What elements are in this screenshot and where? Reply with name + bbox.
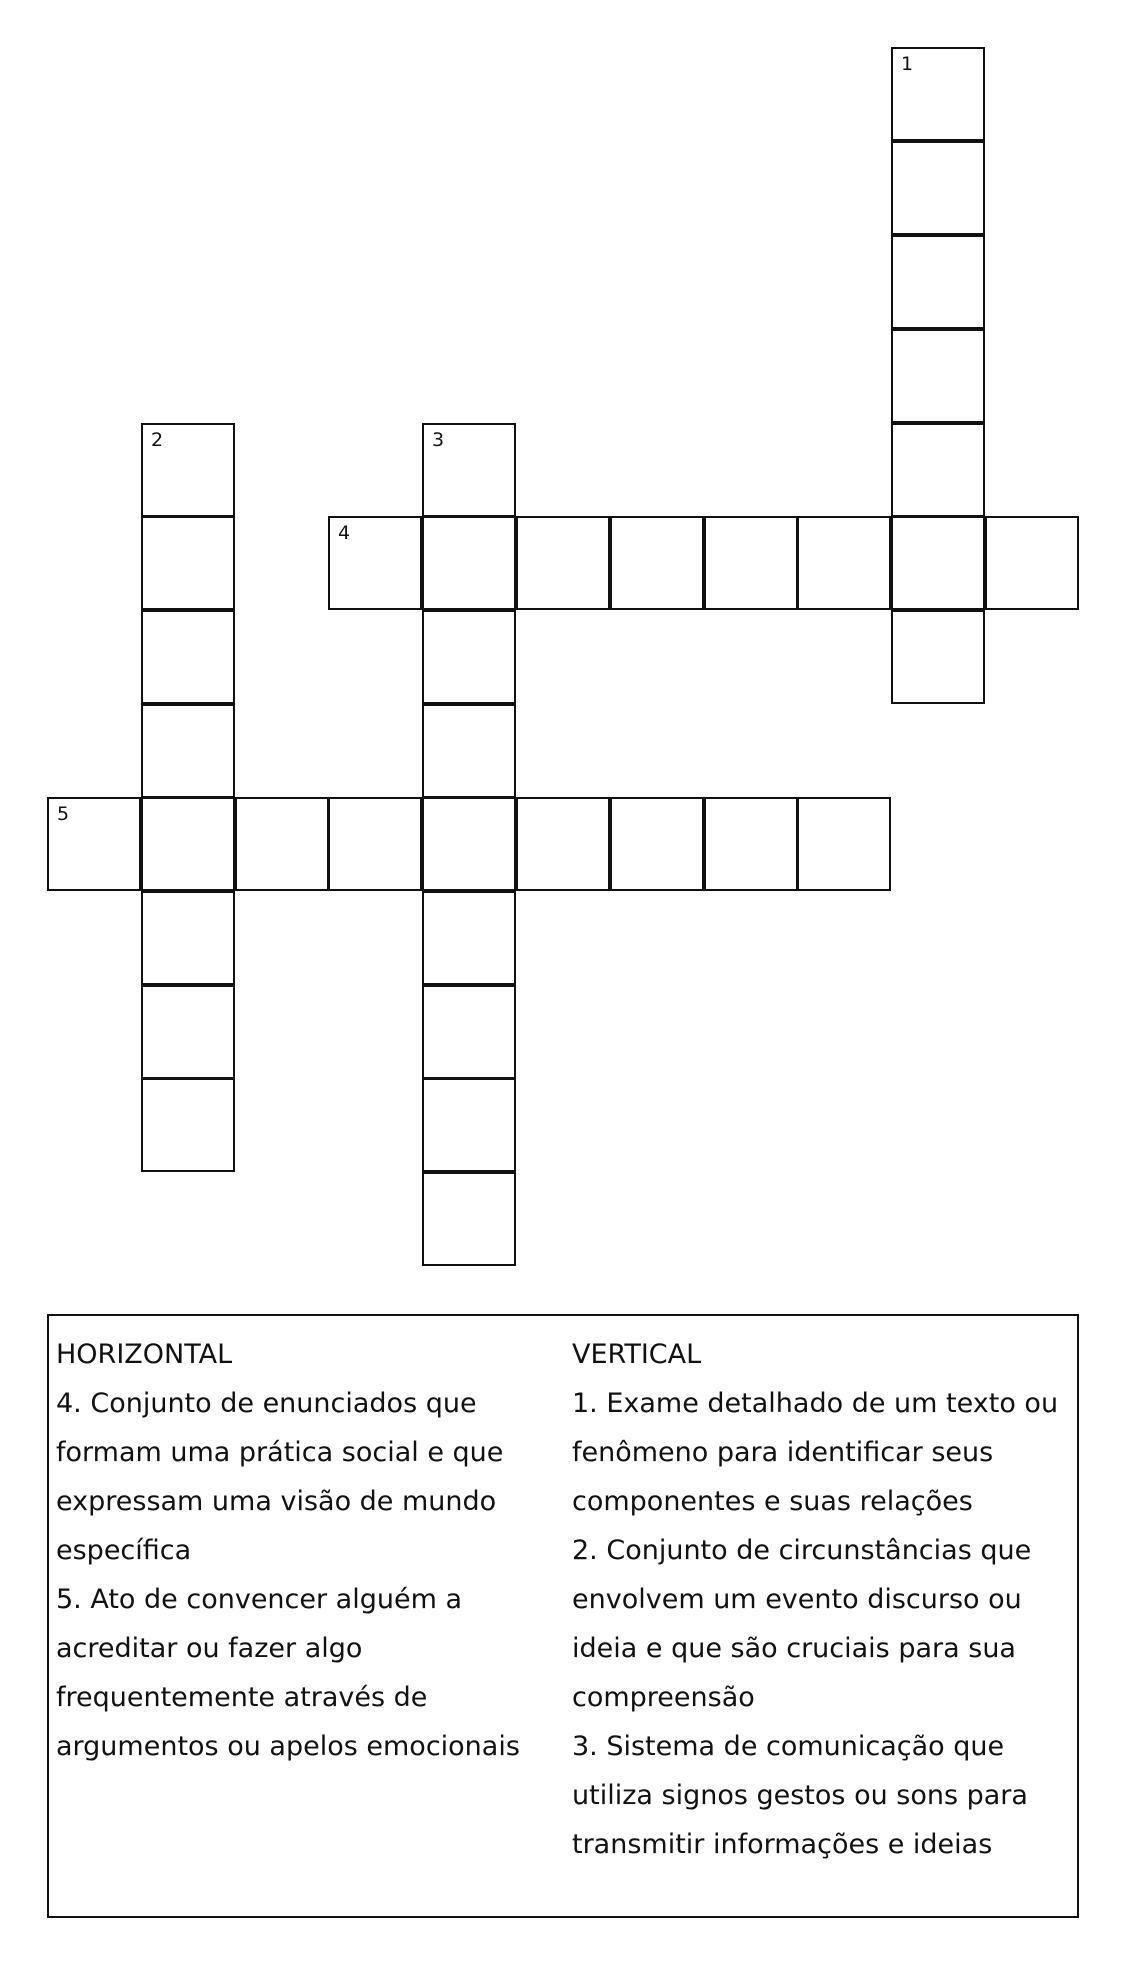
- crossword-cell[interactable]: [797, 516, 891, 610]
- horizontal-clues: [56, 1330, 546, 1771]
- crossword-cell[interactable]: [516, 516, 610, 610]
- crossword-cell[interactable]: [422, 610, 516, 704]
- clue-number: 1: [901, 53, 914, 75]
- crossword-cell[interactable]: [422, 1078, 516, 1172]
- clue-item: 1. Exame detalhado de um texto ou fenômeno para identificar seus componentes e suas relações: [572, 1388, 1059, 1517]
- crossword-cell[interactable]: [141, 704, 235, 798]
- crossword-cell[interactable]: [235, 797, 329, 891]
- clue-item: 4. Conjunto de enunciados que formam uma prática social e que expressam uma visão de mundo específica: [56, 1388, 504, 1566]
- crossword-cell[interactable]: [141, 797, 235, 891]
- crossword-cell[interactable]: [704, 797, 798, 891]
- crossword-cell[interactable]: [610, 516, 704, 610]
- crossword-cell[interactable]: [516, 797, 610, 891]
- crossword-cell[interactable]: [891, 516, 985, 610]
- crossword-cell[interactable]: [141, 516, 235, 610]
- clue-item: 5. Ato de convencer alguém a acreditar ou fazer algo frequentemente através de argumentos ou apelos emocionais: [56, 1584, 520, 1762]
- crossword-cell[interactable]: [891, 235, 985, 329]
- crossword-cell[interactable]: [141, 891, 235, 985]
- crossword-cell[interactable]: [891, 610, 985, 704]
- crossword-cell[interactable]: [422, 516, 516, 610]
- clue-item: 3. Sistema de comunicação que utiliza signos gestos ou sons para transmitir informações e ideias: [572, 1731, 1028, 1860]
- crossword-cell[interactable]: [891, 47, 985, 141]
- crossword-cell[interactable]: [610, 797, 704, 891]
- vertical-clues: [572, 1330, 1072, 1869]
- crossword-cell[interactable]: [797, 797, 891, 891]
- crossword-cell[interactable]: [141, 985, 235, 1079]
- clue-number: 2: [151, 429, 164, 451]
- clue-item: 2. Conjunto de circunstâncias que envolvem um evento discurso ou ideia e que são cruciais para sua compreensão: [572, 1535, 1032, 1713]
- vertical-heading: VERTICAL: [572, 1339, 702, 1370]
- crossword-cell[interactable]: [422, 985, 516, 1079]
- crossword-cell[interactable]: [704, 516, 798, 610]
- clues-box: [47, 1314, 1079, 1918]
- horizontal-heading: HORIZONTAL: [56, 1339, 233, 1370]
- crossword-cell[interactable]: [422, 704, 516, 798]
- crossword-cell[interactable]: [422, 891, 516, 985]
- crossword-cell[interactable]: [141, 1078, 235, 1172]
- crossword-cell[interactable]: [47, 797, 141, 891]
- crossword-cell[interactable]: [891, 423, 985, 517]
- crossword-cell[interactable]: [891, 329, 985, 423]
- crossword-cell[interactable]: [891, 141, 985, 235]
- clue-number: 4: [338, 522, 351, 544]
- crossword-cell[interactable]: [422, 1172, 516, 1266]
- crossword-cell[interactable]: [141, 610, 235, 704]
- clue-number: 5: [57, 803, 70, 825]
- crossword-cell[interactable]: [328, 516, 422, 610]
- crossword-cell[interactable]: [422, 797, 516, 891]
- crossword-cell[interactable]: [422, 423, 516, 517]
- crossword-cell[interactable]: [985, 516, 1079, 610]
- crossword-cell[interactable]: [328, 797, 422, 891]
- crossword-cell[interactable]: [141, 423, 235, 517]
- clue-number: 3: [432, 429, 445, 451]
